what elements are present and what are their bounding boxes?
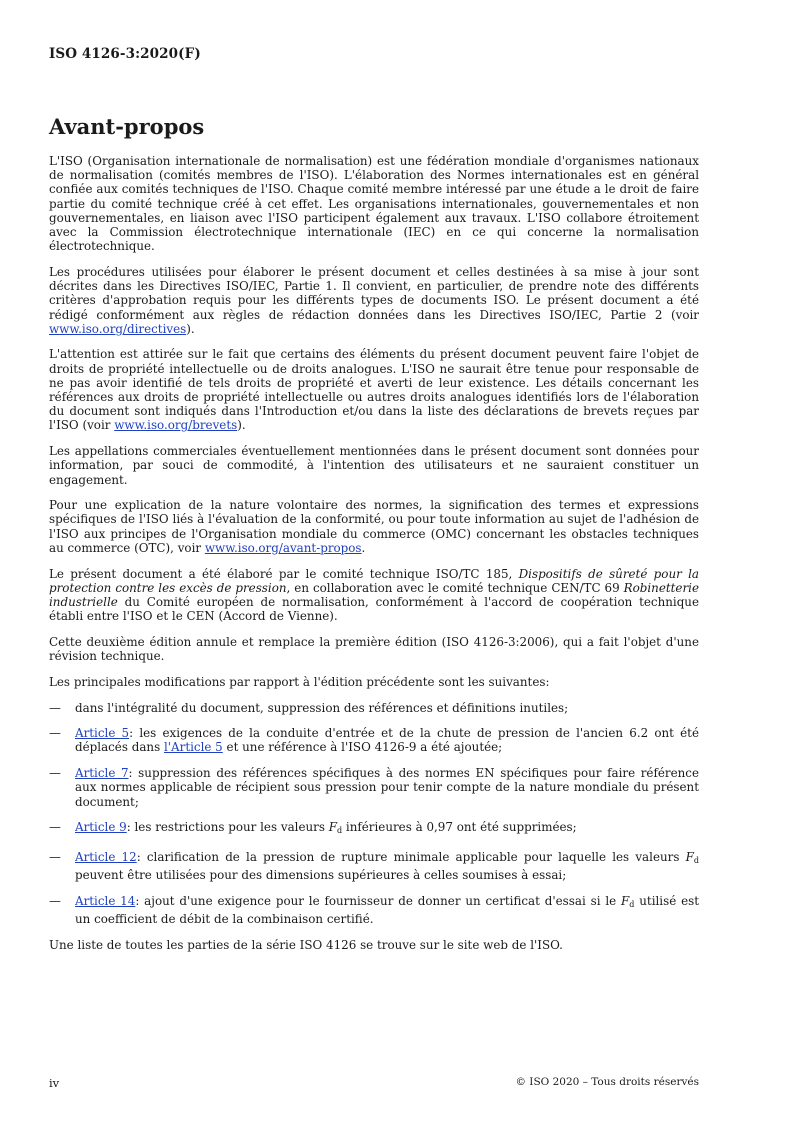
paragraph-changes-intro: Les principales modifications par rapport à l'édition précédente sont les suivantes:: [49, 674, 550, 689]
list-item: — Article 7: suppression des références spécifiques à des normes EN spécifiques pour faire référence aux normes applicable de récipient sous pression pour tenir compte de la nature mondiale du présent document;: [49, 766, 699, 809]
dash-marker: —: [49, 893, 61, 908]
document-identifier: ISO 4126-3:2020(F): [49, 46, 201, 62]
link-article-5[interactable]: Article 5: [75, 726, 130, 741]
list-item: — Article 5: les exigences de la conduite d'entrée et de la chute de pression de l'ancien 6.2 ont été déplacés dans l'Article 5 et une référence à l'ISO 4126-9 a été ajoutée;: [49, 726, 699, 755]
paragraph-edition: Cette deuxième édition annule et remplace la première édition (ISO 4126-3:2006), qui a fait l'objet d'une révision technique.: [49, 634, 699, 664]
copyright-notice: © ISO 2020 – Tous droits réservés: [515, 1076, 699, 1088]
dash-marker: —: [49, 700, 61, 715]
link-article-12[interactable]: Article 12: [75, 849, 137, 864]
list-item: — dans l'intégralité du document, suppression des références et définitions inutiles;: [49, 700, 569, 715]
link-article-7[interactable]: Article 7: [75, 766, 129, 781]
link-avant-propos[interactable]: www.iso.org/avant-propos: [204, 540, 362, 555]
paragraph-committee: Le présent document a été élaboré par le comité technique ISO/TC 185, Dispositifs de sûreté pour la protection contre les excès de pression, en collaboration avec le comité technique CEN/TC 69 Robinetterie industrielle du Comité européen de normalisation, conformément à l'accord de coopération technique établi entre l'ISO et le CEN (Accord de Vienne).: [49, 566, 699, 624]
section-title: Avant-propos: [49, 114, 205, 139]
paragraph-procedures: Les procédures utilisées pour élaborer le présent document et celles destinées à sa mise à jour sont décrites dans les Directives ISO/IEC, Partie 1. Il convient, en particulier, de prendre note des différents critères d'approbation requis pour les différents types de documents ISO. Le présent document a été rédigé conformément aux règles de rédaction données dans les Directives ISO/IEC, Partie 2 (voir www.iso.org/directives).: [49, 264, 699, 336]
link-directives[interactable]: www.iso.org/directives: [49, 321, 187, 336]
list-item: — Article 12: clarification de la pression de rupture minimale applicable pour laquelle les valeurs $F_d$ peuvent être utilisées pour des dimensions supérieures à celles soumises à essai;: [49, 849, 700, 883]
dash-marker: —: [49, 766, 61, 781]
page-number: iv: [49, 1076, 60, 1090]
paragraph-patents: L'attention est attirée sur le fait que certains des éléments du présent document peuvent faire l'objet de droits de propriété intellectuelle ou de droits analogues. L'ISO ne saurait être tenue pour responsable de ne pas avoir identifié de tels droits de propriété et averti de leur existence. Les détails concernant les références aux droits de propriété intellectuelle ou autres droits analogues identifiés lors de l'élaboration du document sont indiqués dans l'Introduction et/ou dans la liste des déclarations de brevets reçues par l'ISO (voir www.iso.org/brevets).: [49, 347, 699, 433]
dash-marker: —: [49, 849, 61, 864]
link-article-14[interactable]: Article 14: [75, 893, 136, 908]
paragraph-series-list: Une liste de toutes les parties de la série ISO 4126 se trouve sur le site web de l'ISO.: [49, 937, 563, 952]
link-article-9[interactable]: Article 9: [75, 820, 127, 835]
paragraph-voluntary-nature: Pour une explication de la nature volontaire des normes, la signification des termes et expressions spécifiques de l'ISO liés à l'évaluation de la conformité, ou pour toute information au sujet de l'adhésion de l'ISO aux principes de l'Organisation mondiale du commerce (OMC) concernant les obstacles techniques au commerce (OTC), voir www.iso.org/avant-propos.: [49, 498, 699, 555]
link-brevets[interactable]: www.iso.org/brevets: [114, 418, 238, 433]
list-item: — Article 14: ajout d'une exigence pour le fournisseur de donner un certificat d'essai si le $F_d$ utilisé est un coefficient de débit de la combinaison certifié.: [49, 893, 699, 927]
link-article-5-inline[interactable]: l'Article 5: [163, 740, 223, 755]
foreword-body: [49, 154, 699, 952]
dash-marker: —: [49, 820, 61, 835]
list-item: — Article 9: les restrictions pour les valeurs $F_d$ inférieures à 0,97 ont été supprimées;: [49, 820, 699, 838]
dash-marker: —: [49, 726, 61, 741]
document-page: [49, 0, 699, 1122]
paragraph-iso-intro: L'ISO (Organisation internationale de normalisation) est une fédération mondiale d'organismes nationaux de normalisation (comités membres de l'ISO). L'élaboration des Normes internationales est en général confiée aux comités techniques de l'ISO. Chaque comité membre intéressé par une étude a le droit de faire partie du comité technique créé à cet effet. Les organisations internationales, gouvernementales et non gouvernementales, en liaison avec l'ISO participent également aux travaux. L'ISO collabore étroitement avec la Commission électrotechnique internationale (IEC) en ce qui concerne la normalisation électrotechnique.: [49, 154, 699, 254]
paragraph-trade-names: Les appellations commerciales éventuellement mentionnées dans le présent document sont données pour information, par souci de commodité, à l'intention des utilisateurs et ne sauraient constituer un engagement.: [49, 444, 699, 487]
